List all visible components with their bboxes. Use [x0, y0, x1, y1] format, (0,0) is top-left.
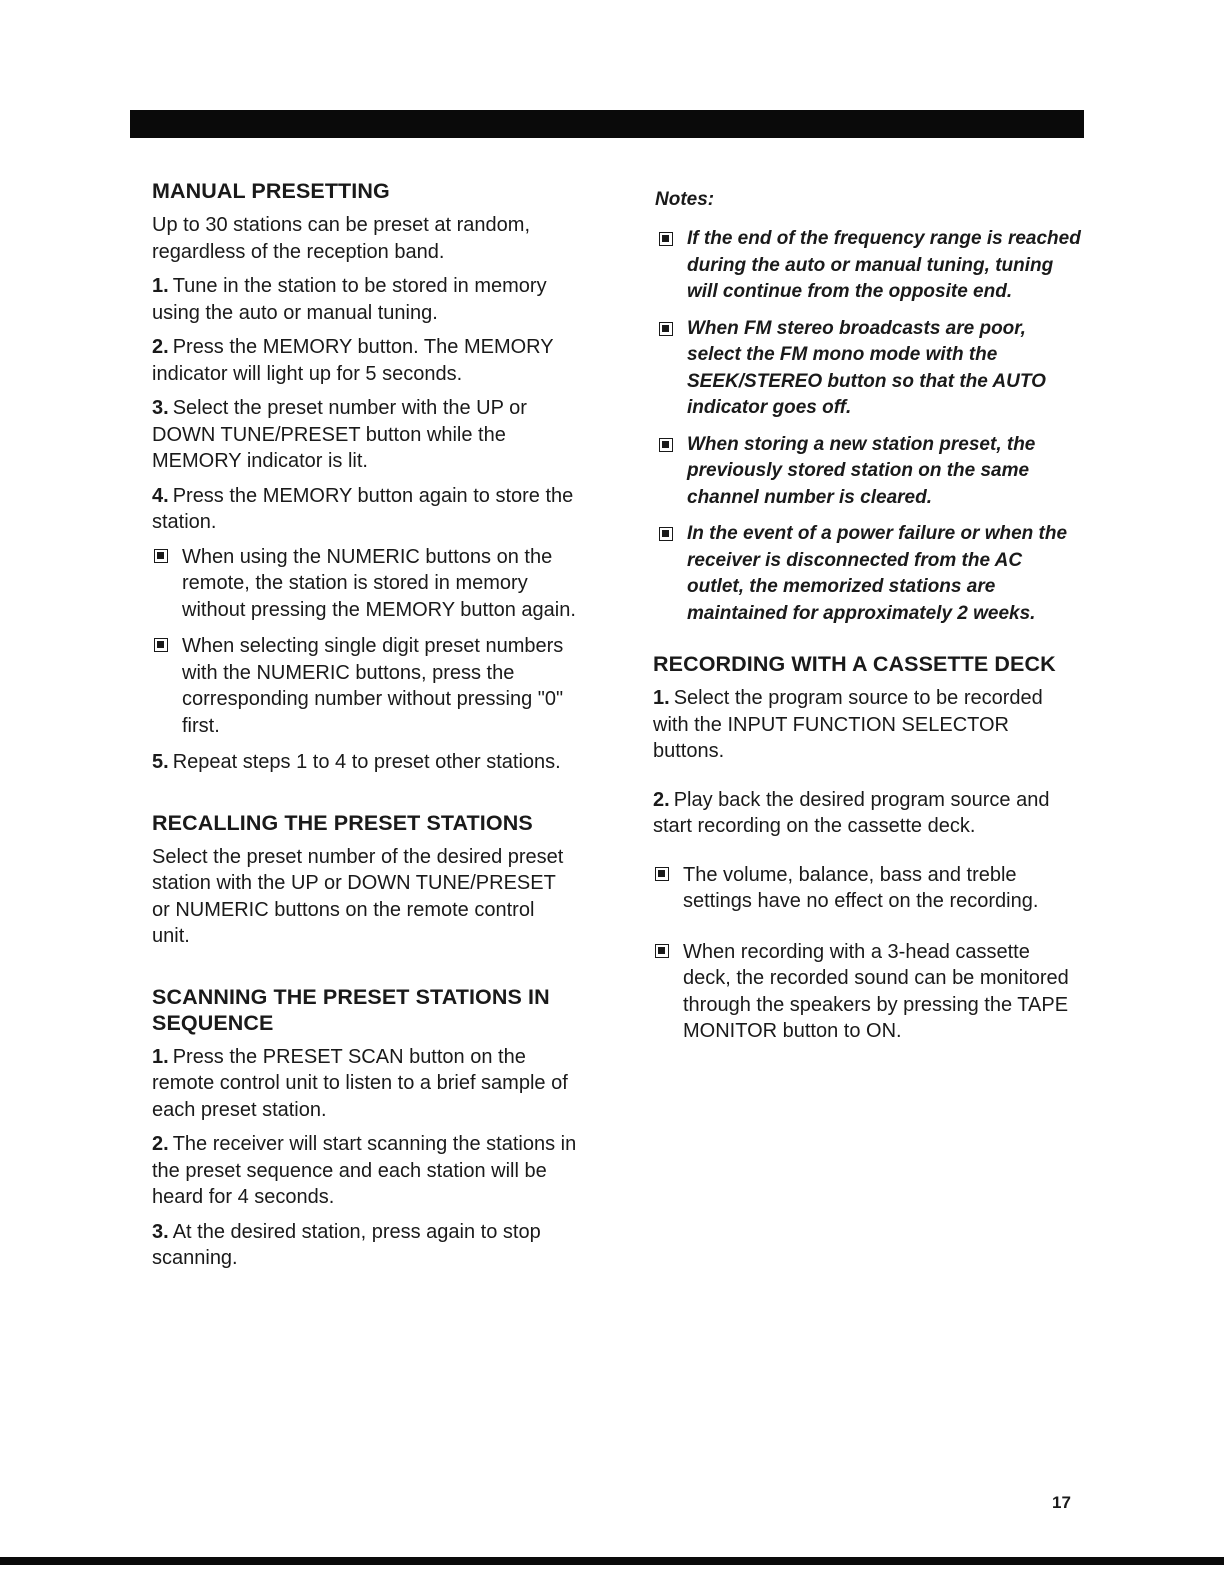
step-text: Press the MEMORY button. The MEMORY indicator will light up for 5 seconds.	[152, 336, 554, 385]
manual-step-3	[152, 395, 577, 475]
note-text: When FM stereo broadcasts are poor, select the FM mono mode with the SEEK/STEREO button so that the AUTO indicator goes off.	[687, 317, 1046, 418]
note-item-3	[653, 432, 1083, 512]
bullet-text: The volume, balance, bass and treble settings have no effect on the recording.	[683, 863, 1039, 912]
step-text: Press the MEMORY button again to store the station.	[152, 484, 574, 533]
note-item-2	[653, 316, 1083, 422]
manual-bullet-2	[152, 633, 577, 739]
manual-step-4	[152, 483, 577, 536]
step-text: Tune in the station to be stored in memory using the auto or manual tuning.	[152, 275, 547, 324]
scanning-step-1	[152, 1044, 577, 1124]
header-rule	[130, 110, 1084, 138]
step-number: 5.	[152, 751, 169, 773]
square-bullet-icon	[655, 944, 669, 958]
step-number: 2.	[152, 1133, 169, 1155]
manual-step-1	[152, 273, 577, 326]
step-number: 1.	[653, 687, 670, 709]
manual-bullet-1	[152, 544, 577, 624]
note-text: When storing a new station preset, the previously stored station on the same channel number is cleared.	[687, 433, 1036, 508]
note-text: In the event of a power failure or when the receiver is disconnected from the AC outlet, the memorized stations are maintained for approximately 2 weeks.	[687, 523, 1068, 624]
step-text: Play back the desired program source and start recording on the cassette deck.	[653, 788, 1050, 837]
step-text: Select the program source to be recorded with the INPUT FUNCTION SELECTOR buttons.	[653, 687, 1043, 762]
square-bullet-icon	[659, 527, 673, 541]
note-item-4	[653, 521, 1083, 627]
step-number: 4.	[152, 484, 169, 507]
page-number: 17	[1052, 1493, 1071, 1512]
step-number: 2.	[653, 788, 670, 811]
recording-step-1	[653, 685, 1083, 765]
step-number: 2.	[152, 336, 169, 358]
manual-step-5	[152, 749, 577, 776]
scanning-step-2	[152, 1131, 577, 1211]
manual-step-2	[152, 334, 577, 387]
note-text: If the end of the frequency range is reached during the auto or manual tuning, tuning will continue from the opposite end.	[687, 228, 1081, 302]
scanning-heading: SCANNING THE PRESET STATIONS IN SEQUENCE	[152, 984, 550, 1035]
step-number: 3.	[152, 1220, 169, 1243]
footer-rule	[0, 1557, 1224, 1565]
scanning-step-3	[152, 1219, 577, 1272]
note-item-1	[653, 226, 1083, 306]
square-bullet-icon	[659, 438, 673, 452]
square-bullet-icon	[659, 232, 673, 246]
step-text: The receiver will start scanning the stations in the preset sequence and each station will be heard for 4 seconds.	[152, 1133, 577, 1208]
square-bullet-icon	[659, 322, 673, 336]
square-bullet-icon	[655, 867, 669, 881]
recording-bullet-2	[653, 939, 1083, 1045]
bullet-text: When recording with a 3-head cassette deck, the recorded sound can be monitored through the speakers by pressing the TAPE MONITOR button to ON.	[683, 940, 1069, 1042]
step-text: At the desired station, press again to stop scanning.	[152, 1220, 541, 1269]
step-number: 1.	[152, 1045, 169, 1068]
recalling-heading: RECALLING THE PRESET STATIONS	[152, 810, 533, 835]
recalling-text: Select the preset number of the desired preset station with the UP or DOWN TUNE/PRESET or NUMERIC buttons on the remote control unit.	[152, 845, 564, 947]
step-text: Repeat steps 1 to 4 to preset other stations.	[172, 751, 561, 773]
bullet-text: When using the NUMERIC buttons on the remote, the station is stored in memory without pressing the MEMORY button again.	[182, 545, 576, 621]
manual-presetting-heading: MANUAL PRESETTING	[152, 179, 390, 203]
recording-heading: RECORDING WITH A CASSETTE DECK	[653, 652, 1056, 676]
step-text: Press the PRESET SCAN button on the remote control unit to listen to a brief sample of each preset station.	[152, 1045, 568, 1121]
recording-bullet-1	[653, 862, 1083, 915]
bullet-text: When selecting single digit preset numbers with the NUMERIC buttons, press the corresponding number without pressing "0" first.	[182, 635, 564, 737]
square-bullet-icon	[154, 638, 168, 652]
recording-step-2	[653, 787, 1083, 840]
left-column	[152, 178, 577, 1280]
right-column	[653, 178, 1083, 1055]
manual-presetting-intro: Up to 30 stations can be preset at random, regardless of the reception band.	[152, 214, 530, 263]
square-bullet-icon	[154, 549, 168, 563]
step-number: 3.	[152, 397, 169, 419]
notes-heading: Notes:	[655, 189, 715, 210]
step-number: 1.	[152, 275, 169, 297]
step-text: Select the preset number with the UP or DOWN TUNE/PRESET button while the MEMORY indicator is lit.	[152, 397, 527, 472]
